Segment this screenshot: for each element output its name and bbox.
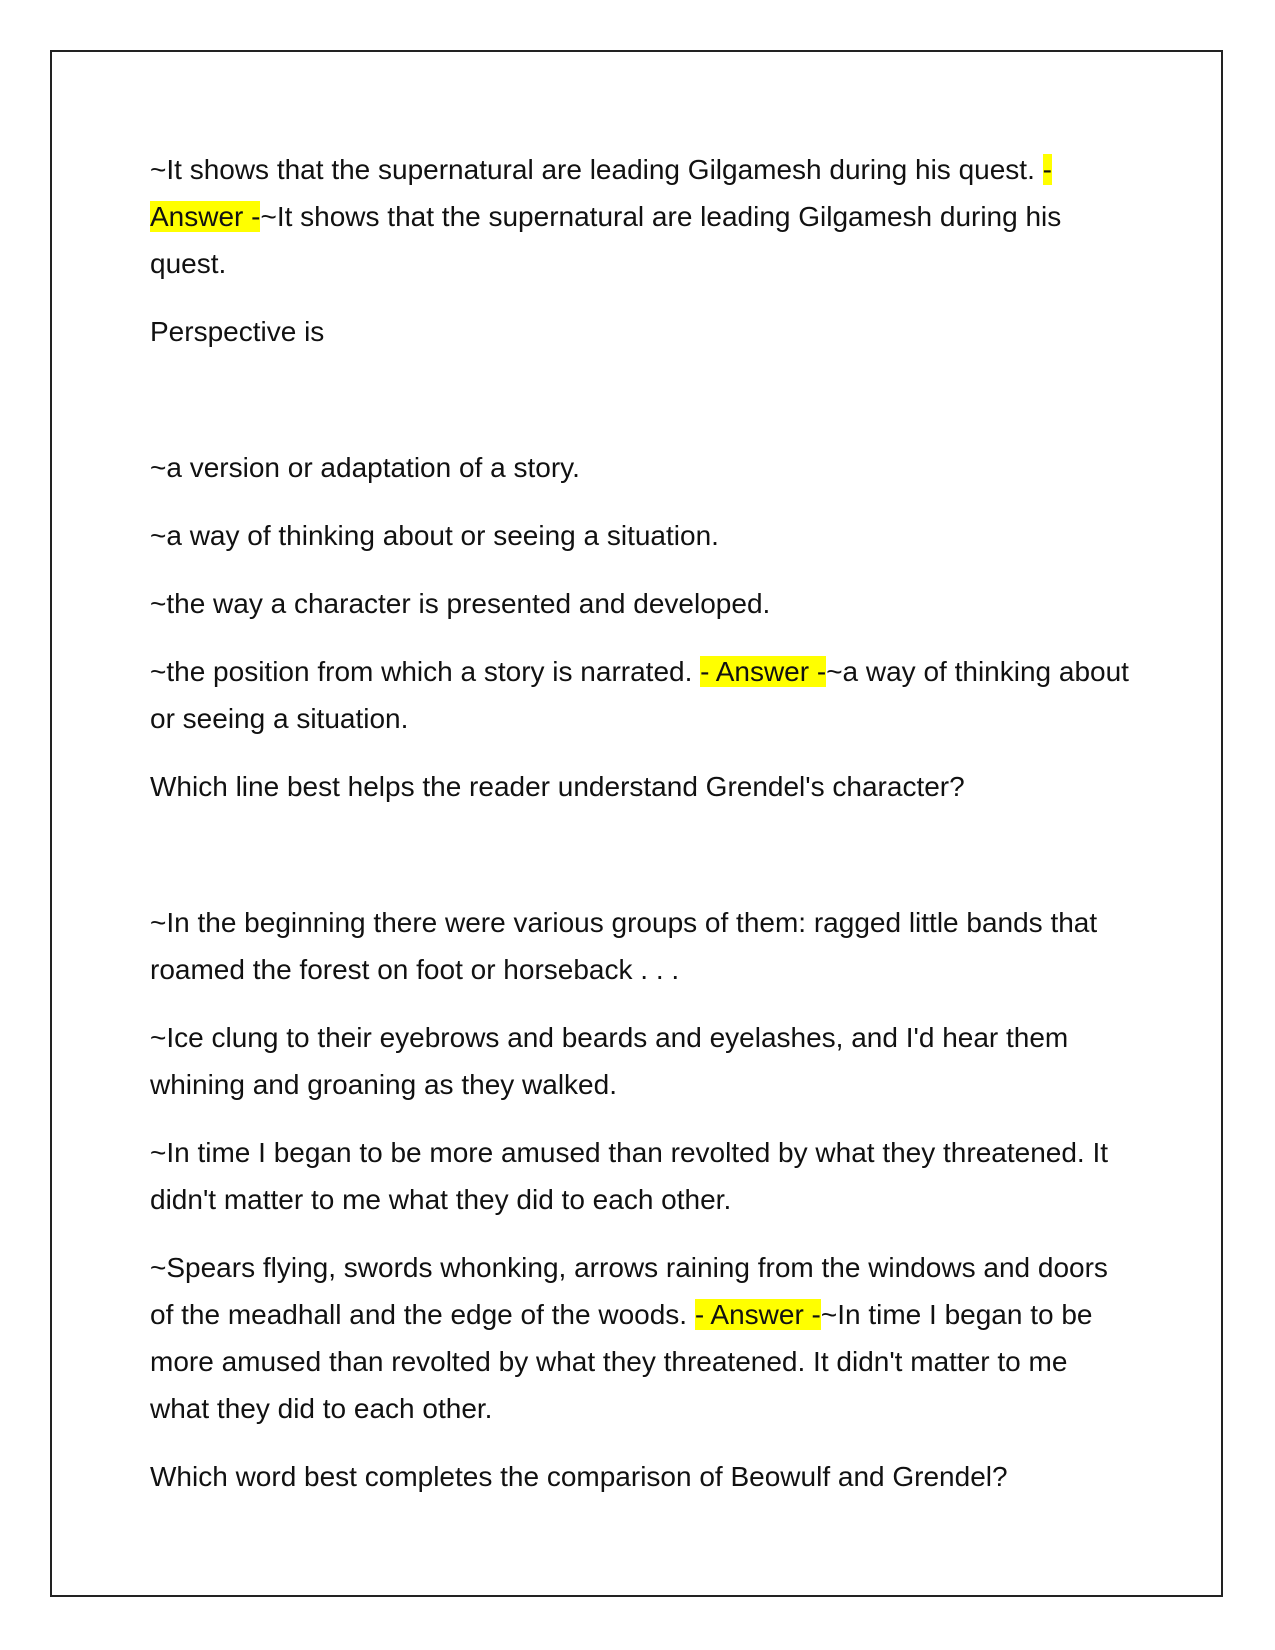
paragraph-text: ~In time I began to be more amused than revolted by what they threatened. It didn't matter to me what they did to each other. xyxy=(150,1299,1093,1424)
paragraph-text: ~a way of thinking about or seeing a situation. xyxy=(150,656,1129,734)
paragraph xyxy=(150,308,1130,355)
paragraph-text: ~In time I began to be more amused than revolted by what they threatened. It didn't matter to me what they did to each other. xyxy=(150,1137,1109,1215)
paragraph-text: ~a version or adaptation of a story. xyxy=(150,452,580,483)
paragraph-text: ~Ice clung to their eyebrows and beards and eyelashes, and I'd hear them whining and groaning as they walked. xyxy=(150,1022,1069,1100)
document-body xyxy=(150,146,1130,1521)
paragraph xyxy=(150,1453,1130,1500)
paragraph-text: Which line best helps the reader understand Grendel's character? xyxy=(150,771,965,802)
paragraph xyxy=(150,763,1130,810)
paragraph xyxy=(150,899,1130,993)
paragraph xyxy=(150,1014,1130,1108)
paragraph-text: ~a way of thinking about or seeing a situation. xyxy=(150,520,719,551)
paragraph-gap xyxy=(150,376,1130,444)
paragraph xyxy=(150,1244,1130,1432)
answer-highlight: - Answer - xyxy=(694,1299,821,1330)
paragraph xyxy=(150,146,1130,287)
paragraph-text: ~the way a character is presented and developed. xyxy=(150,588,771,619)
paragraph-text: ~In the beginning there were various groups of them: ragged little bands that roamed the forest on foot or horseback . . . xyxy=(150,907,1098,985)
paragraph-text: Perspective is xyxy=(150,316,325,347)
paragraph-gap xyxy=(150,831,1130,899)
paragraph-text: Which word best completes the comparison of Beowulf and Grendel? xyxy=(150,1461,1008,1492)
paragraph-text: ~the position from which a story is narrated. xyxy=(150,656,701,687)
answer-highlight: - Answer - xyxy=(700,656,827,687)
answer-highlight: - Answer - xyxy=(150,154,1052,232)
paragraph xyxy=(150,1129,1130,1223)
paragraph-text: ~It shows that the supernatural are leading Gilgamesh during his quest. xyxy=(150,154,1043,185)
paragraph xyxy=(150,648,1130,742)
paragraph xyxy=(150,444,1130,491)
paragraph xyxy=(150,580,1130,627)
paragraph-text: ~It shows that the supernatural are leading Gilgamesh during his quest. xyxy=(150,201,1062,279)
paragraph-text: ~Spears flying, swords whonking, arrows raining from the windows and doors of the meadhall and the edge of the woods. xyxy=(150,1252,1108,1330)
paragraph xyxy=(150,512,1130,559)
